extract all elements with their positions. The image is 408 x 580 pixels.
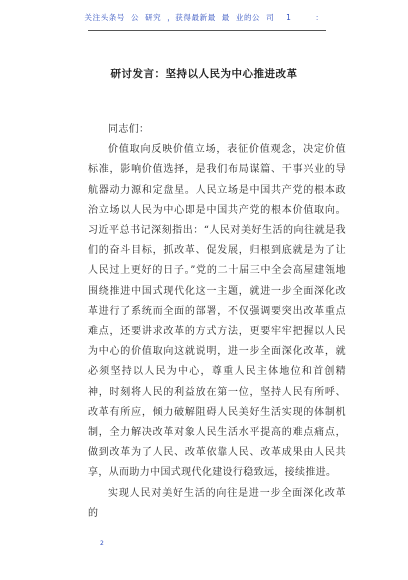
paragraph-1: 价值取向反映价值立场，表征价值观念，决定价值标准，影响价值选择，是我们布局谋篇、干事兴业的导航器动力源和定盘星。人民立场是中国共产党的根本政治立场以人民为中心即是中国共产党的根本价值取向。习近平总书记深刻指出：“人民对美好生活的向往就是我们的奋斗目标，抓改革、促发展，归根到底就是为了让人民过上更好的日子。”党的二十届三中全会高屋建瓴地围绕推进中国式现代化这一主题，就进一步全面深化改革进行了系统而全面的部署，不仅强调要突出改革重点难点，还要讲求改革的方式方法，更要牢牢把握以人民为中心的价值取向这就说明，进一步全面深化改革，就必须坚持以人民为中心，尊重人民主体地位和首创精神，时刻将人民的利益放在第一位，坚持人民有所呼、改革有所应，倾力破解阻碍人民美好生活实现的体制机制，全力解决改革对象人民生活水平提高的难点痛点，做到改革为了人民、改革依靠人民、改革成果由人民共享，从而助力中国式现代化建设行稳致远，接续推进。 (88, 144, 346, 479)
header-divider (88, 30, 326, 31)
document-body (88, 120, 346, 524)
paragraph-2: 实现人民对美好生活的向往是进一步全面深化改革的 (88, 487, 346, 519)
salutation: 同志们： (108, 124, 150, 135)
page-number: 2 (100, 540, 104, 547)
document-title: 研讨发言：坚持以人民为中心推进改革 (110, 68, 298, 80)
header-banner[interactable]: 关注头条号 公 研究 ，获得最新最 最 业的公 司 1 ： (84, 13, 324, 22)
